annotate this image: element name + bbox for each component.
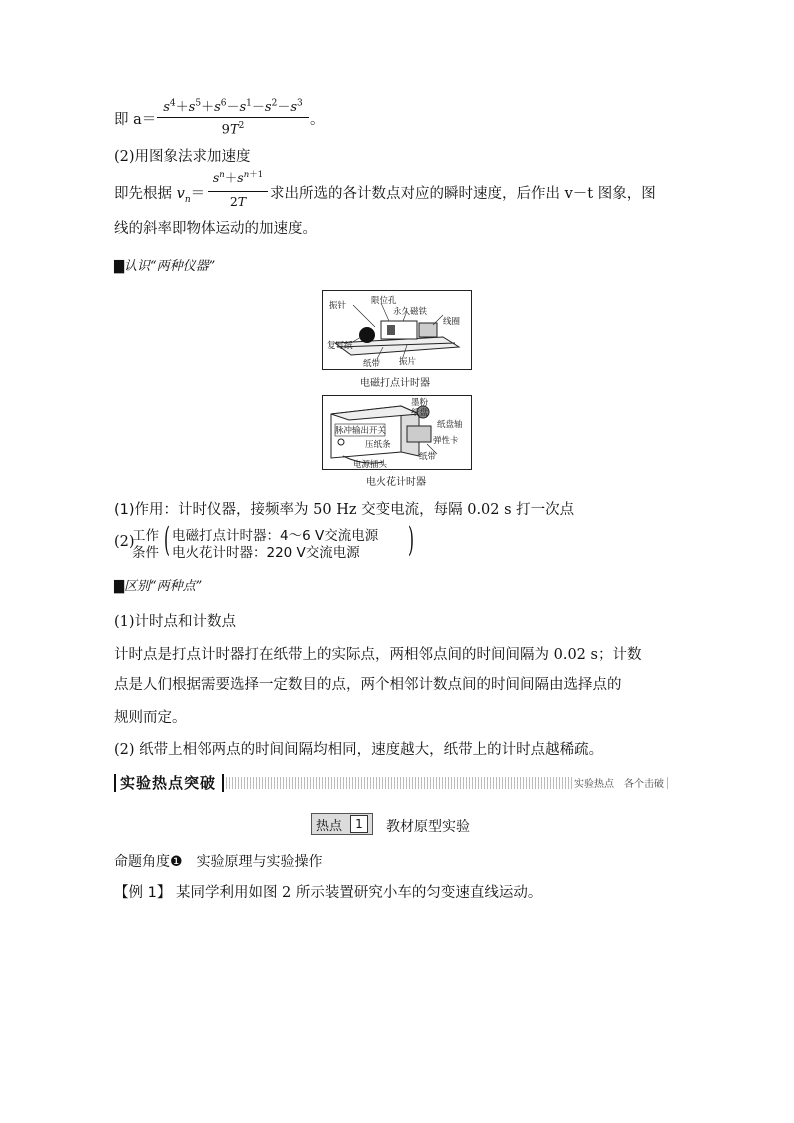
figure1-caption: 电磁打点计时器 — [360, 378, 430, 389]
item2-num: (2) — [114, 534, 135, 550]
example-1: 【例 1】 某同学利用如图 2 所示装置研究小车的匀变速直线运动。 — [114, 885, 543, 901]
item2-line2: 电火花计时器：220 V交流电源 — [172, 545, 360, 561]
item2-line1: 电磁打点计时器：4～6 V交流电源 — [172, 528, 379, 544]
bar-left-rule — [114, 774, 116, 792]
formula1-suffix: 。 — [310, 112, 325, 128]
formula2-fraction-bar — [208, 191, 268, 192]
points-para1-line1: 计时点是打点计时器打在纸带上的实际点，两相邻点间的时间间隔为 0.02 s；计数 — [114, 647, 642, 663]
figure2-caption: 电火花计时器 — [366, 477, 426, 488]
fig2-label: 纸盘轴 — [437, 420, 463, 430]
fig1-label: 限位孔 — [371, 296, 397, 306]
points-title: (1)计时点和计数点 — [114, 614, 237, 630]
fig1-label: 振片 — [399, 357, 417, 367]
item1-purpose: (1)作用：计时仪器，接频率为 50 Hz 交变电流，每隔 0.02 s 打一次点 — [114, 502, 575, 518]
section-points-heading: ▇区别“两种点” — [114, 579, 203, 594]
angle-line: 命题角度❶ 实验原理与实验操作 — [114, 854, 323, 870]
fig1-label: 复写纸 — [327, 341, 353, 351]
formula1-numerator: $s^4+s^5+s^6-s^1-s^2-s^3$ — [163, 98, 303, 115]
figure1-electromagnetic-timer — [322, 290, 472, 370]
formula1-prefix: 即 a＝ — [114, 112, 157, 128]
formula2-text: 求出所选的各计数点对应的瞬时速度，后作出 v－t 图象，图 — [270, 186, 656, 202]
fig2-label: 电源插头 — [353, 460, 388, 470]
fig1-label: 线圈 — [443, 317, 461, 327]
points-para1-line2: 点是人们根据需要选择一定数目的点，两个相邻计数点间的时间间隔由选择点的 — [114, 677, 622, 693]
fig2-label: 纸带 — [419, 452, 437, 462]
formula2-line2: 线的斜率即物体运动的加速度。 — [114, 221, 317, 237]
formula1-denominator: $9T^2$ — [221, 121, 245, 138]
points-para2: (2) 纸带上相邻两点的时间间隔均相同，速度越大，纸带上的计时点越稀疏。 — [114, 742, 604, 758]
left-brace: ( — [164, 520, 170, 560]
fig2-label: 弹性卡 — [433, 436, 459, 446]
hot-section-bar — [114, 772, 672, 794]
figure2-spark-timer — [322, 395, 472, 470]
hotspot-badge — [311, 813, 373, 835]
method2-title: (2)用图象法求加速度 — [114, 149, 251, 165]
hotspot-title: 教材原型实验 — [386, 819, 470, 835]
section-instruments-heading: ▇认识“两种仪器” — [114, 259, 216, 274]
points-para1-line3: 规则而定。 — [114, 710, 187, 726]
fig2-label: 纸盘 — [411, 408, 429, 418]
fig1-label: 纸带 — [363, 359, 381, 369]
right-brace: ) — [408, 520, 414, 560]
angle-number-icon: ❶ — [170, 854, 183, 870]
formula2-denominator: 2T — [229, 194, 247, 209]
hotspot-badge-number: 1 — [350, 815, 368, 833]
fig1-label: 振针 — [329, 301, 347, 311]
formula1-fraction-bar — [157, 117, 309, 118]
fig1-label: 永久磁铁 — [393, 307, 428, 317]
hot-section-tag: 实验热点 各个击破 — [572, 775, 666, 790]
formula2-numerator: $s^n+s^{n+1}$ — [212, 170, 264, 186]
hotspot-badge-text: 热点 — [316, 819, 343, 834]
bullet-icon: ▇ — [114, 579, 124, 594]
item2-side-bottom: 条件 — [132, 545, 159, 561]
item2-side-top: 工作 — [132, 528, 159, 544]
formula2-prefix: 即先根据 $v_n=$ — [114, 186, 206, 205]
hot-section-title: 实验热点突破 — [120, 774, 217, 792]
bullet-icon: ▇ — [114, 259, 124, 274]
fig2-label: 压纸条 — [365, 440, 391, 450]
fig2-label: 脉冲输出开关 — [335, 426, 387, 436]
fig2-label: 墨粉 — [411, 398, 429, 408]
bar-mid-rule — [222, 774, 224, 792]
